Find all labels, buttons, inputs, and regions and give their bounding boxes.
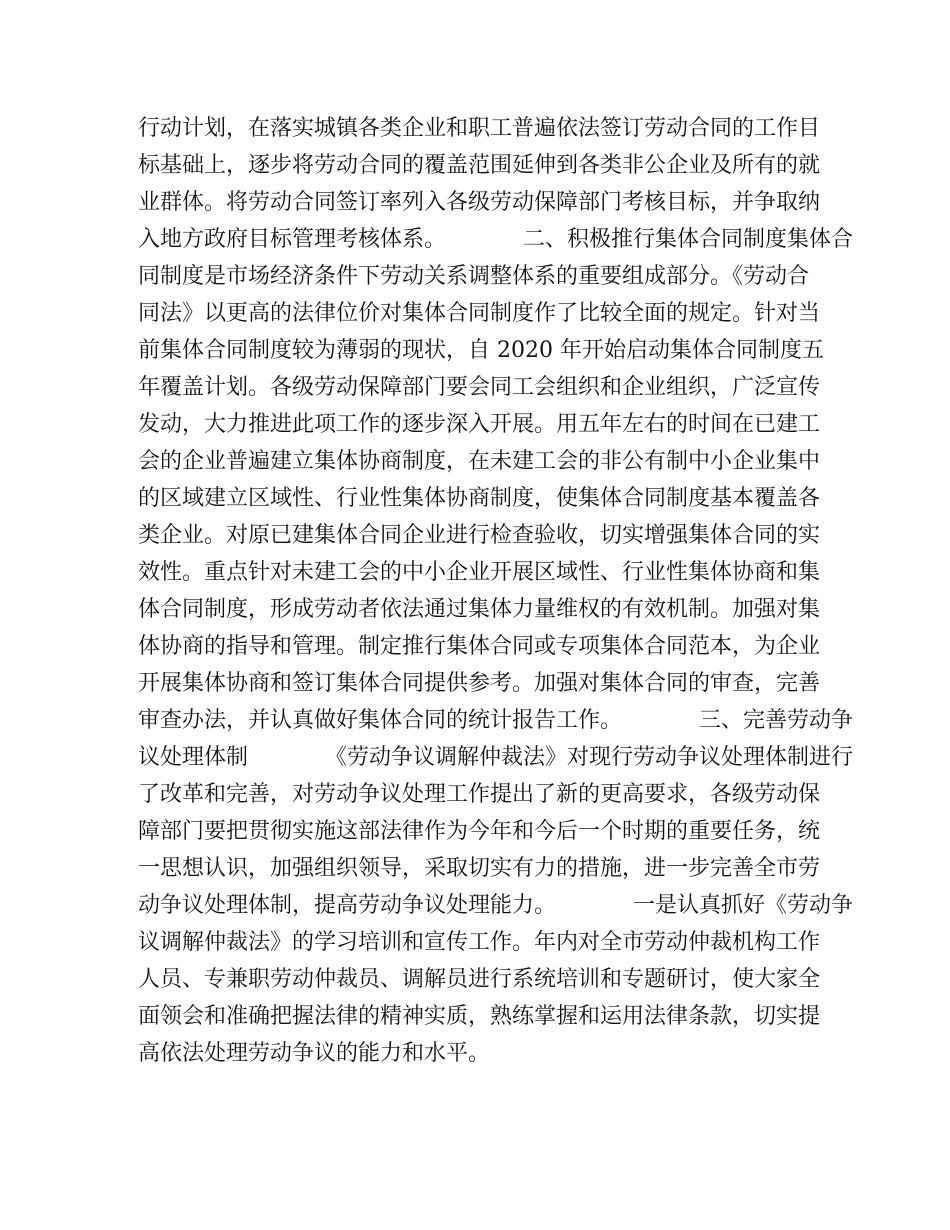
text-line: 年覆盖计划。各级劳动保障部门要会同工会组织和企业组织，广泛宣传 <box>138 375 821 400</box>
text-line: 了改革和完善，对劳动争议处理工作提出了新的更高要求，各级劳动保 <box>138 782 821 807</box>
text-line: 议调解仲裁法》的学习培训和宣传工作。年内对全市劳动仲裁机构工作 <box>138 930 821 955</box>
body-text <box>138 110 854 1072</box>
text-line: 议处理体制 《劳动争议调解仲裁法》对现行劳动争议处理体制进行 <box>138 745 854 770</box>
text-line: 人员、专兼职劳动仲裁员、调解员进行系统培训和专题研讨，使大家全 <box>138 967 821 992</box>
text-line: 发动，大力推进此项工作的逐步深入开展。用五年左右的时间在已建工 <box>138 412 821 437</box>
text-line: 开展集体协商和签订集体合同提供参考。加强对集体合同的审查，完善 <box>138 671 821 696</box>
text-line: 类企业。对原已建集体合同企业进行检查验收，切实增强集体合同的实 <box>138 523 821 548</box>
text-line: 效性。重点针对未建工会的中小企业开展区域性、行业性集体协商和集 <box>138 560 821 585</box>
text-line: 体协商的指导和管理。制定推行集体合同或专项集体合同范本，为企业 <box>138 634 821 659</box>
text-line: 会的企业普遍建立集体协商制度，在未建工会的非公有制中小企业集中 <box>138 449 821 474</box>
text-line: 高依法处理劳动争议的能力和水平。 <box>138 1041 491 1066</box>
text-line: 同法》以更高的法律位价对集体合同制度作了比较全面的规定。针对当 <box>138 301 821 326</box>
text-line: 一思想认识，加强组织领导，采取切实有力的措施，进一步完善全市劳 <box>138 856 821 881</box>
text-line: 的区域建立区域性、行业性集体协商制度，使集体合同制度基本覆盖各 <box>138 486 821 511</box>
text-line: 前集体合同制度较为薄弱的现状，自 2020 年开始启动集体合同制度五 <box>138 338 824 363</box>
text-line: 审查办法，并认真做好集体合同的统计报告工作。 三、完善劳动争 <box>138 708 854 733</box>
text-line: 动争议处理体制，提高劳动争议处理能力。 一是认真抓好《劳动争 <box>138 893 854 918</box>
text-line: 面领会和准确把握法律的精神实质，熟练掌握和运用法律条款，切实提 <box>138 1004 821 1029</box>
text-line: 同制度是市场经济条件下劳动关系调整体系的重要组成部分。《劳动合 <box>138 264 810 289</box>
text-line: 体合同制度，形成劳动者依法通过集体力量维权的有效机制。加强对集 <box>138 597 821 622</box>
text-line: 障部门要把贯彻实施这部法律作为今年和今后一个时期的重要任务，统 <box>138 819 821 844</box>
text-line: 业群体。将劳动合同签订率列入各级劳动保障部门考核目标，并争取纳 <box>138 190 821 215</box>
text-line: 行动计划，在落实城镇各类企业和职工普遍依法签订劳动合同的工作目 <box>138 116 821 141</box>
text-line: 标基础上，逐步将劳动合同的覆盖范围延伸到各类非公企业及所有的就 <box>138 153 821 178</box>
text-line: 入地方政府目标管理考核体系。 二、积极推行集体合同制度集体合 <box>138 227 854 252</box>
